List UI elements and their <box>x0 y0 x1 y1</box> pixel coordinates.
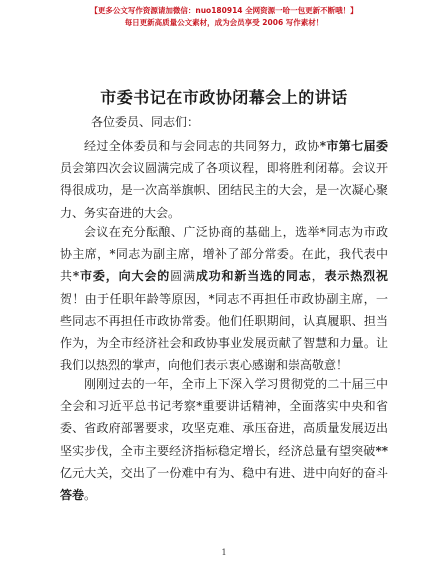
salutation: 各位委员、同志们： <box>91 115 200 129</box>
text-run: 成功和新当选的同志 <box>195 269 312 284</box>
paragraph-3 <box>60 373 388 506</box>
text-run: 会议在充分酝酿、广泛协商的基础上，选举*同志为市政协主席，*同志为副主席，增补了部分常委。在此，我代表中共 <box>60 225 388 284</box>
text-run: *市委，向大会的 <box>72 269 171 284</box>
text-run: 表示热烈祝 <box>324 269 388 284</box>
text-run: 经过全体委员和与会同志的共同努力，政协 <box>84 139 320 153</box>
paragraph-2 <box>60 221 388 376</box>
text-run: 刚刚过去的一年，全市上下深入学习贯彻党的二十届三中全会和习近平总书记考察*重要讲话精神，全面落实中央和省委、省政府部署要求，攻坚克难、承压奋进，高质量发展迈出坚实步伐，全市主要经济指标稳定增长，经济总量有望突破 <box>60 377 388 458</box>
page-number: 1 <box>221 548 227 557</box>
text-run: 圆满 <box>170 269 196 284</box>
text-run: 答卷 <box>60 488 85 503</box>
document-title: 市委书记在市政协闭幕会上的讲话 <box>100 88 348 107</box>
text-run: ** <box>375 443 388 458</box>
text-run: 员会第四次会议圆满完成了各项议程，即将胜利闭幕。会议开得很成功，是一次高举旗帜、团结民主的大会，是一次凝心聚力、务实奋进的大会。 <box>60 161 388 220</box>
promo-banner-line-1: 【更多公文写作资源请加微信：nuo180914 全网资源一哈一包更新不断哦！】 <box>90 6 358 15</box>
text-run: 亿元大关，交出了一份难中有为、稳中有进、进中向好的奋斗 <box>60 465 388 480</box>
paragraph-1 <box>60 135 388 224</box>
promo-banner-line-2: 每日更新高质量公文素材，成为会员享受 2006 写作素材！ <box>124 18 324 27</box>
text-run: 。 <box>84 488 97 503</box>
text-run: 贺！由于任职年龄等原因，*同志不再担任市政协副主席，一些同志不再担任市政协常委。他们任职期间，认真履职、担当作为，为全市经济社会和政协事业发展贡献了智慧和力量。让我们以热烈的掌声，向他们表示衷心感谢和崇高敬意！ <box>60 291 388 373</box>
text-run: ， <box>311 269 325 284</box>
text-run: *市第七届委 <box>319 139 388 153</box>
